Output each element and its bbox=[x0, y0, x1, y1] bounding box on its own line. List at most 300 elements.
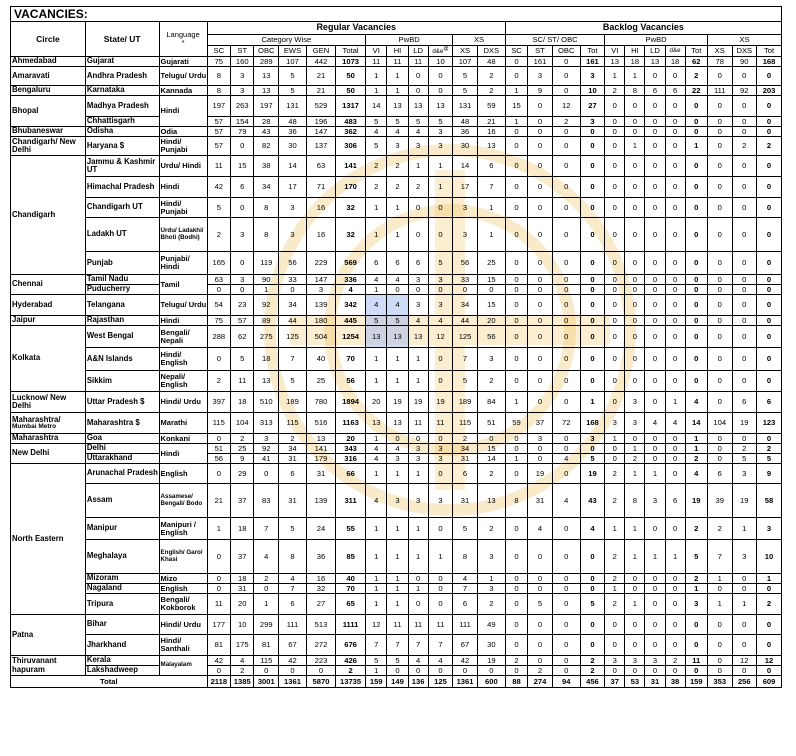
value-cell: 0 bbox=[605, 666, 625, 676]
value-cell: 19 bbox=[477, 656, 505, 666]
value-cell: 0 bbox=[625, 371, 645, 392]
value-cell: 13 bbox=[254, 67, 279, 86]
value-cell: 2 bbox=[552, 117, 580, 127]
value-cell: 0 bbox=[625, 156, 645, 177]
value-cell: 18 bbox=[625, 57, 645, 67]
value-cell: 0 bbox=[645, 584, 665, 594]
value-cell: 0 bbox=[528, 444, 553, 454]
value-cell: 111 bbox=[279, 615, 307, 635]
value-cell: 0 bbox=[665, 218, 685, 252]
value-cell: 32 bbox=[336, 218, 366, 252]
total-value-cell: 13735 bbox=[336, 676, 366, 688]
total-value-cell: 136 bbox=[408, 676, 428, 688]
table-row bbox=[11, 371, 782, 392]
value-cell: 0 bbox=[552, 275, 580, 285]
value-cell: 0 bbox=[428, 67, 453, 86]
language-cell: Konkani bbox=[159, 434, 207, 444]
value-cell: 0 bbox=[580, 137, 605, 156]
value-cell: 2 bbox=[207, 371, 230, 392]
value-cell: 3 bbox=[477, 348, 505, 371]
value-cell: 8 bbox=[207, 67, 230, 86]
value-cell: 189 bbox=[453, 392, 478, 413]
value-cell: 2 bbox=[685, 67, 707, 86]
value-cell: 51 bbox=[477, 413, 505, 434]
value-cell: 4 bbox=[552, 484, 580, 518]
value-cell: 0 bbox=[528, 137, 553, 156]
value-cell: 0 bbox=[757, 275, 782, 285]
value-cell: 32 bbox=[336, 198, 366, 218]
total-value-cell: 456 bbox=[580, 676, 605, 688]
value-cell: 1 bbox=[408, 540, 428, 574]
value-cell: 1 bbox=[366, 584, 387, 594]
value-cell: 56 bbox=[207, 454, 230, 464]
value-cell: 111 bbox=[707, 86, 732, 96]
value-cell: 0 bbox=[707, 218, 732, 252]
value-cell: 0 bbox=[528, 285, 553, 295]
value-cell: 10 bbox=[580, 86, 605, 96]
value-cell: 0 bbox=[732, 295, 757, 316]
value-cell: 8 bbox=[625, 484, 645, 518]
value-cell: 5 bbox=[453, 371, 478, 392]
value-cell: 2 bbox=[685, 574, 707, 584]
table-row bbox=[11, 656, 782, 666]
circle-cell: Chandigarh bbox=[11, 156, 86, 275]
value-cell: 67 bbox=[279, 635, 307, 656]
value-cell: 1 bbox=[505, 454, 527, 464]
value-cell: 2 bbox=[580, 656, 605, 666]
value-cell: 0 bbox=[605, 156, 625, 177]
value-cell: 6 bbox=[757, 392, 782, 413]
total-value-cell: 94 bbox=[552, 676, 580, 688]
value-cell: 57 bbox=[207, 137, 230, 156]
value-cell: 0 bbox=[528, 454, 553, 464]
value-cell: 147 bbox=[306, 275, 335, 285]
value-cell: 1 bbox=[366, 574, 387, 584]
value-cell: 4 bbox=[408, 656, 428, 666]
value-cell: 0 bbox=[552, 518, 580, 540]
value-cell: 0 bbox=[279, 285, 307, 295]
total-row bbox=[11, 676, 782, 688]
value-cell: 0 bbox=[505, 127, 527, 137]
value-cell: 3 bbox=[605, 656, 625, 666]
col-header-backlog-dxs-10: DXS bbox=[732, 46, 757, 57]
language-cell: Bengali/ Kokborok bbox=[159, 594, 207, 615]
value-cell: 18 bbox=[665, 57, 685, 67]
value-cell: 59 bbox=[477, 96, 505, 117]
value-cell: 0 bbox=[505, 67, 527, 86]
value-cell: 11 bbox=[408, 57, 428, 67]
value-cell: 4 bbox=[366, 454, 387, 464]
language-cell: Hindi/ Punjabi bbox=[159, 137, 207, 156]
total-value-cell: 53 bbox=[625, 676, 645, 688]
value-cell: 0 bbox=[408, 86, 428, 96]
value-cell: 30 bbox=[477, 635, 505, 656]
value-cell: 0 bbox=[528, 348, 553, 371]
value-cell: 13 bbox=[387, 326, 408, 348]
value-cell: 2 bbox=[528, 666, 553, 676]
value-cell: 42 bbox=[453, 656, 478, 666]
state-cell: Puducherry bbox=[85, 285, 159, 295]
value-cell: 3 bbox=[408, 137, 428, 156]
value-cell: 0 bbox=[428, 434, 453, 444]
state-cell: Arunachal Pradesh bbox=[85, 464, 159, 484]
value-cell: 3 bbox=[732, 464, 757, 484]
value-cell: 57 bbox=[207, 117, 230, 127]
value-cell: 34 bbox=[254, 177, 279, 198]
value-cell: 13 bbox=[254, 86, 279, 96]
value-cell: 0 bbox=[645, 275, 665, 285]
value-cell: 23 bbox=[231, 295, 254, 316]
value-cell: 27 bbox=[580, 96, 605, 117]
value-cell: 0 bbox=[552, 127, 580, 137]
value-cell: 0 bbox=[552, 137, 580, 156]
value-cell: 5 bbox=[757, 454, 782, 464]
value-cell: 0 bbox=[528, 156, 553, 177]
value-cell: 0 bbox=[707, 252, 732, 275]
state-cell: West Bengal bbox=[85, 326, 159, 348]
value-cell: 21 bbox=[306, 86, 335, 96]
value-cell: 0 bbox=[580, 275, 605, 285]
value-cell: 0 bbox=[707, 656, 732, 666]
state-cell: Manipur bbox=[85, 518, 159, 540]
value-cell: 0 bbox=[580, 156, 605, 177]
value-cell: 7 bbox=[477, 177, 505, 198]
value-cell: 0 bbox=[732, 666, 757, 676]
value-cell: 139 bbox=[306, 484, 335, 518]
value-cell: 11 bbox=[207, 594, 230, 615]
value-cell: 1 bbox=[505, 392, 527, 413]
value-cell: 203 bbox=[757, 86, 782, 96]
value-cell: 1 bbox=[428, 540, 453, 574]
value-cell: 1 bbox=[757, 574, 782, 584]
language-cell: Hindi bbox=[159, 316, 207, 326]
value-cell: 19 bbox=[408, 392, 428, 413]
value-cell: 1 bbox=[428, 177, 453, 198]
total-value-cell: 125 bbox=[428, 676, 453, 688]
state-cell: Lakshadweep bbox=[85, 666, 159, 676]
table-row bbox=[11, 252, 782, 275]
value-cell: 0 bbox=[580, 252, 605, 275]
value-cell: 0 bbox=[732, 326, 757, 348]
value-cell: 0 bbox=[528, 117, 553, 127]
value-cell: 0 bbox=[685, 285, 707, 295]
value-cell: 0 bbox=[625, 316, 645, 326]
value-cell: 0 bbox=[408, 218, 428, 252]
value-cell: 229 bbox=[306, 252, 335, 275]
value-cell: 1 bbox=[625, 464, 645, 484]
total-value-cell: 38 bbox=[665, 676, 685, 688]
state-cell: Uttarakhand bbox=[85, 454, 159, 464]
value-cell: 15 bbox=[505, 96, 527, 117]
value-cell: 1 bbox=[254, 285, 279, 295]
value-cell: 3 bbox=[757, 518, 782, 540]
value-cell: 5 bbox=[528, 594, 553, 615]
language-cell: Urdu/ Ladakhi/ Bhoti (Bodhi) bbox=[159, 218, 207, 252]
value-cell: 288 bbox=[207, 326, 230, 348]
value-cell: 316 bbox=[336, 454, 366, 464]
value-cell: 31 bbox=[453, 454, 478, 464]
total-value-cell: 256 bbox=[732, 676, 757, 688]
value-cell: 19 bbox=[685, 484, 707, 518]
table-row bbox=[11, 316, 782, 326]
value-cell: 0 bbox=[552, 177, 580, 198]
value-cell: 4 bbox=[580, 518, 605, 540]
value-cell: 0 bbox=[665, 252, 685, 275]
value-cell: 0 bbox=[757, 316, 782, 326]
value-cell: 1 bbox=[605, 584, 625, 594]
value-cell: 0 bbox=[665, 285, 685, 295]
value-cell: 0 bbox=[207, 540, 230, 574]
value-cell: 12 bbox=[757, 656, 782, 666]
value-cell: 0 bbox=[580, 127, 605, 137]
value-cell: 0 bbox=[505, 666, 527, 676]
value-cell: 0 bbox=[665, 198, 685, 218]
value-cell: 0 bbox=[552, 198, 580, 218]
value-cell: 0 bbox=[625, 666, 645, 676]
value-cell: 3 bbox=[408, 484, 428, 518]
value-cell: 5 bbox=[387, 656, 408, 666]
total-value-cell: 37 bbox=[605, 676, 625, 688]
value-cell: 0 bbox=[477, 285, 505, 295]
value-cell: 0 bbox=[552, 615, 580, 635]
value-cell: 4 bbox=[428, 656, 453, 666]
circle-subtitle: Mumbai Metro bbox=[12, 422, 57, 430]
value-cell: 0 bbox=[505, 444, 527, 454]
value-cell: 0 bbox=[625, 434, 645, 444]
value-cell: 92 bbox=[732, 86, 757, 96]
col-header-backlog-ld-6: LD bbox=[645, 46, 665, 57]
value-cell: 1 bbox=[366, 666, 387, 676]
col-header-circle: Circle bbox=[11, 22, 86, 57]
value-cell: 0 bbox=[707, 316, 732, 326]
circle-cell: Amaravati bbox=[11, 67, 86, 86]
value-cell: 0 bbox=[757, 67, 782, 86]
value-cell: 4 bbox=[366, 295, 387, 316]
value-cell: 1 bbox=[625, 594, 645, 615]
value-cell: 1 bbox=[625, 540, 645, 574]
value-cell: 170 bbox=[336, 177, 366, 198]
state-cell: Meghalaya bbox=[85, 540, 159, 574]
value-cell: 119 bbox=[254, 252, 279, 275]
value-cell: 0 bbox=[254, 666, 279, 676]
value-cell: 3 bbox=[528, 434, 553, 444]
value-cell: 0 bbox=[685, 127, 707, 137]
value-cell: 0 bbox=[505, 295, 527, 316]
circle-cell: Jaipur bbox=[11, 316, 86, 326]
value-cell: 3 bbox=[625, 413, 645, 434]
value-cell: 0 bbox=[685, 666, 707, 676]
value-cell: 0 bbox=[645, 316, 665, 326]
value-cell: 4 bbox=[453, 574, 478, 584]
value-cell: 0 bbox=[207, 464, 230, 484]
total-value-cell: 159 bbox=[685, 676, 707, 688]
value-cell: 115 bbox=[279, 413, 307, 434]
subgroup-category-wise: Category Wise bbox=[207, 35, 366, 46]
language-cell: English bbox=[159, 584, 207, 594]
value-cell: 0 bbox=[645, 666, 665, 676]
value-cell: 4 bbox=[552, 454, 580, 464]
language-cell: Kannada bbox=[159, 86, 207, 96]
value-cell: 0 bbox=[732, 117, 757, 127]
value-cell: 31 bbox=[453, 484, 478, 518]
value-cell: 0 bbox=[665, 156, 685, 177]
value-cell: 32 bbox=[306, 584, 335, 594]
value-cell: 0 bbox=[625, 117, 645, 127]
value-cell: 5 bbox=[279, 86, 307, 96]
value-cell: 0 bbox=[665, 326, 685, 348]
value-cell: 19 bbox=[732, 413, 757, 434]
value-cell: 0 bbox=[552, 57, 580, 67]
value-cell: 0 bbox=[605, 392, 625, 413]
value-cell: 0 bbox=[757, 198, 782, 218]
value-cell: 1 bbox=[605, 518, 625, 540]
value-cell: 8 bbox=[254, 198, 279, 218]
value-cell: 40 bbox=[306, 348, 335, 371]
value-cell: 3 bbox=[428, 444, 453, 454]
value-cell: 2 bbox=[732, 137, 757, 156]
value-cell: 1 bbox=[645, 540, 665, 574]
col-header-backlog-tot-3: Tot bbox=[580, 46, 605, 57]
value-cell: 0 bbox=[477, 666, 505, 676]
language-cell: Assamese/ Bengali/ Bodo bbox=[159, 484, 207, 518]
section-title: VACANCIES: bbox=[10, 6, 782, 21]
col-header-regular-ews: EWS bbox=[279, 46, 307, 57]
value-cell: 27 bbox=[306, 594, 335, 615]
value-cell: 0 bbox=[605, 252, 625, 275]
value-cell: 0 bbox=[552, 392, 580, 413]
value-cell: 43 bbox=[580, 484, 605, 518]
value-cell: 0 bbox=[428, 584, 453, 594]
value-cell: 139 bbox=[306, 295, 335, 316]
value-cell: 15 bbox=[477, 295, 505, 316]
value-cell: 0 bbox=[580, 198, 605, 218]
value-cell: 2 bbox=[605, 484, 625, 518]
value-cell: 0 bbox=[605, 454, 625, 464]
value-cell: 3 bbox=[231, 275, 254, 285]
value-cell: 5 bbox=[685, 540, 707, 574]
total-value-cell: 1361 bbox=[453, 676, 478, 688]
value-cell: 0 bbox=[528, 540, 553, 574]
value-cell: 0 bbox=[665, 127, 685, 137]
value-cell: 0 bbox=[685, 96, 707, 117]
value-cell: 0 bbox=[528, 252, 553, 275]
value-cell: 0 bbox=[732, 218, 757, 252]
value-cell: 168 bbox=[580, 413, 605, 434]
value-cell: 5 bbox=[428, 252, 453, 275]
value-cell: 111 bbox=[453, 615, 478, 635]
value-cell: 63 bbox=[207, 275, 230, 285]
value-cell: 161 bbox=[528, 57, 553, 67]
value-cell: 0 bbox=[580, 444, 605, 454]
value-cell: 1 bbox=[366, 67, 387, 86]
value-cell: 0 bbox=[605, 371, 625, 392]
value-cell: 10 bbox=[428, 57, 453, 67]
value-cell: 4 bbox=[685, 464, 707, 484]
value-cell: 1 bbox=[580, 392, 605, 413]
state-cell: Sikkim bbox=[85, 371, 159, 392]
value-cell: 137 bbox=[306, 137, 335, 156]
value-cell: 13 bbox=[366, 413, 387, 434]
value-cell: 299 bbox=[254, 615, 279, 635]
value-cell: 0 bbox=[685, 177, 707, 198]
value-cell: 0 bbox=[757, 295, 782, 316]
value-cell: 10 bbox=[757, 540, 782, 574]
value-cell: 0 bbox=[757, 434, 782, 444]
value-cell: 2 bbox=[605, 86, 625, 96]
value-cell: 7 bbox=[254, 518, 279, 540]
value-cell: 0 bbox=[645, 295, 665, 316]
value-cell: 3 bbox=[428, 275, 453, 285]
value-cell: 426 bbox=[336, 656, 366, 666]
value-cell: 0 bbox=[665, 464, 685, 484]
language-cell: English bbox=[159, 464, 207, 484]
value-cell: 5 bbox=[580, 594, 605, 615]
value-cell: 17 bbox=[453, 177, 478, 198]
value-cell: 0 bbox=[580, 295, 605, 316]
value-cell: 3 bbox=[408, 454, 428, 464]
value-cell: 19 bbox=[528, 464, 553, 484]
total-value-cell: 3001 bbox=[254, 676, 279, 688]
value-cell: 0 bbox=[428, 198, 453, 218]
language-cell: Urdu/ Hindi bbox=[159, 156, 207, 177]
col-header-backlog-obc-2: OBC bbox=[552, 46, 580, 57]
value-cell: 115 bbox=[207, 413, 230, 434]
state-cell: Maharashtra $ bbox=[85, 413, 159, 434]
state-cell: Himachal Pradesh bbox=[85, 177, 159, 198]
value-cell: 21 bbox=[477, 117, 505, 127]
value-cell: 30 bbox=[453, 137, 478, 156]
value-cell: 0 bbox=[428, 574, 453, 584]
value-cell: 7 bbox=[453, 348, 478, 371]
value-cell: 0 bbox=[685, 615, 707, 635]
value-cell: 0 bbox=[505, 177, 527, 198]
table-row bbox=[11, 434, 782, 444]
col-header-regular-sc: SC bbox=[207, 46, 230, 57]
value-cell: 0 bbox=[685, 635, 707, 656]
value-cell: 189 bbox=[279, 392, 307, 413]
value-cell: 4 bbox=[387, 127, 408, 137]
value-cell: 4 bbox=[408, 127, 428, 137]
language-cell: Hindi bbox=[159, 444, 207, 464]
value-cell: 1 bbox=[366, 218, 387, 252]
value-cell: 123 bbox=[757, 413, 782, 434]
value-cell: 0 bbox=[408, 574, 428, 584]
value-cell: 62 bbox=[685, 57, 707, 67]
value-cell: 3 bbox=[231, 67, 254, 86]
state-cell: Kerala bbox=[85, 656, 159, 666]
value-cell: 0 bbox=[207, 434, 230, 444]
state-cell: Odisha bbox=[85, 127, 159, 137]
language-cell: Punjabi/ Hindi bbox=[159, 252, 207, 275]
value-cell: 14 bbox=[453, 156, 478, 177]
value-cell: 54 bbox=[207, 295, 230, 316]
value-cell: 0 bbox=[552, 594, 580, 615]
value-cell: 3 bbox=[605, 413, 625, 434]
value-cell: 0 bbox=[505, 464, 527, 484]
value-cell: 0 bbox=[732, 574, 757, 584]
value-cell: 1 bbox=[408, 156, 428, 177]
value-cell: 19 bbox=[387, 392, 408, 413]
value-cell: 0 bbox=[505, 594, 527, 615]
value-cell: 42 bbox=[279, 656, 307, 666]
value-cell: 3 bbox=[685, 594, 707, 615]
value-cell: 0 bbox=[552, 86, 580, 96]
value-cell: 19 bbox=[428, 392, 453, 413]
value-cell: 0 bbox=[408, 666, 428, 676]
subgroup-sc-st-obc: SC/ ST/ OBC bbox=[505, 35, 604, 46]
value-cell: 0 bbox=[707, 348, 732, 371]
value-cell: 0 bbox=[552, 67, 580, 86]
